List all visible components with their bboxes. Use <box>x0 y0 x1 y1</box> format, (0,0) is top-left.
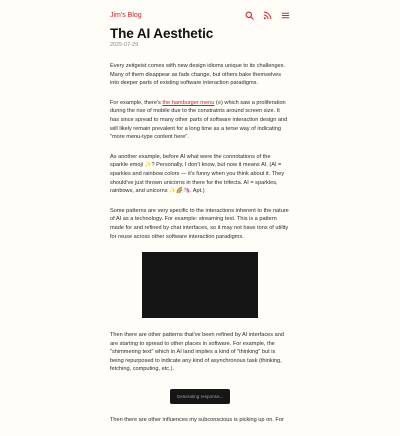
rss-icon[interactable] <box>263 11 272 20</box>
post-body <box>110 62 290 436</box>
paragraph <box>110 99 290 142</box>
hamburger-menu-link[interactable]: the hamburger menu <box>162 99 215 106</box>
shimmer-text-demo: Generating response... <box>170 389 231 404</box>
streaming-text-demo[interactable] <box>142 252 258 318</box>
search-icon[interactable] <box>245 11 254 20</box>
site-header <box>110 8 290 22</box>
post-date: 2025-07-29 <box>110 42 139 48</box>
header-icons <box>245 11 290 20</box>
paragraph: Every zeitgeist comes with new design idioms unique to its challenges. Many of them disappear as fads change, but others bake themselves into deeper parts of existing software interaction paradigms. <box>110 63 286 87</box>
paragraph: Then there are other patterns that've been refined by AI interfaces and are starting to spread to other places in software. For example, the "shimmering text" which in AI land implies a kind of "thinking" but is being repurposed to indicate any kind of asynchronous task (thinking, fetching, computing, etc.). <box>110 332 284 373</box>
paragraph: Then there are other influences my subconscious is picking up on. For <box>110 417 284 424</box>
post-title: The AI Aesthetic <box>110 26 214 41</box>
paragraph-text: For example, there's <box>110 99 163 106</box>
paragraph-text: (≡) which saw a proliferation during the rise of mobile due to the constraints around screen size. It has since spread to many other parts of software interaction design and will likely remain prevalent for a long time as a terse way of indicating "more menu-type content here". <box>110 99 288 141</box>
shimmer-demo-wrap <box>110 385 290 404</box>
site-title-link[interactable]: Jim's Blog <box>110 11 142 19</box>
menu-icon[interactable] <box>281 11 290 20</box>
paragraph: As another example, before AI what were the connotations of the sparkle emoji ✨? Personally, I don't know, but now it means AI. (AI = sparkles and rainbow colors — it's funny when you think about it. They should've just thrown unicorns in there for the trifecta. AI = sparkles, rainbows, and unicorns ✨🌈🦄. Apt.) <box>110 153 285 195</box>
paragraph: Some patterns are very specific to the interactions inherent to the nature of AI as a technology. For example: streaming text. This is a pattern made for and refined by chat interfaces, so it may not have tons of utility for reuse across other software interaction paradigms. <box>110 207 289 240</box>
